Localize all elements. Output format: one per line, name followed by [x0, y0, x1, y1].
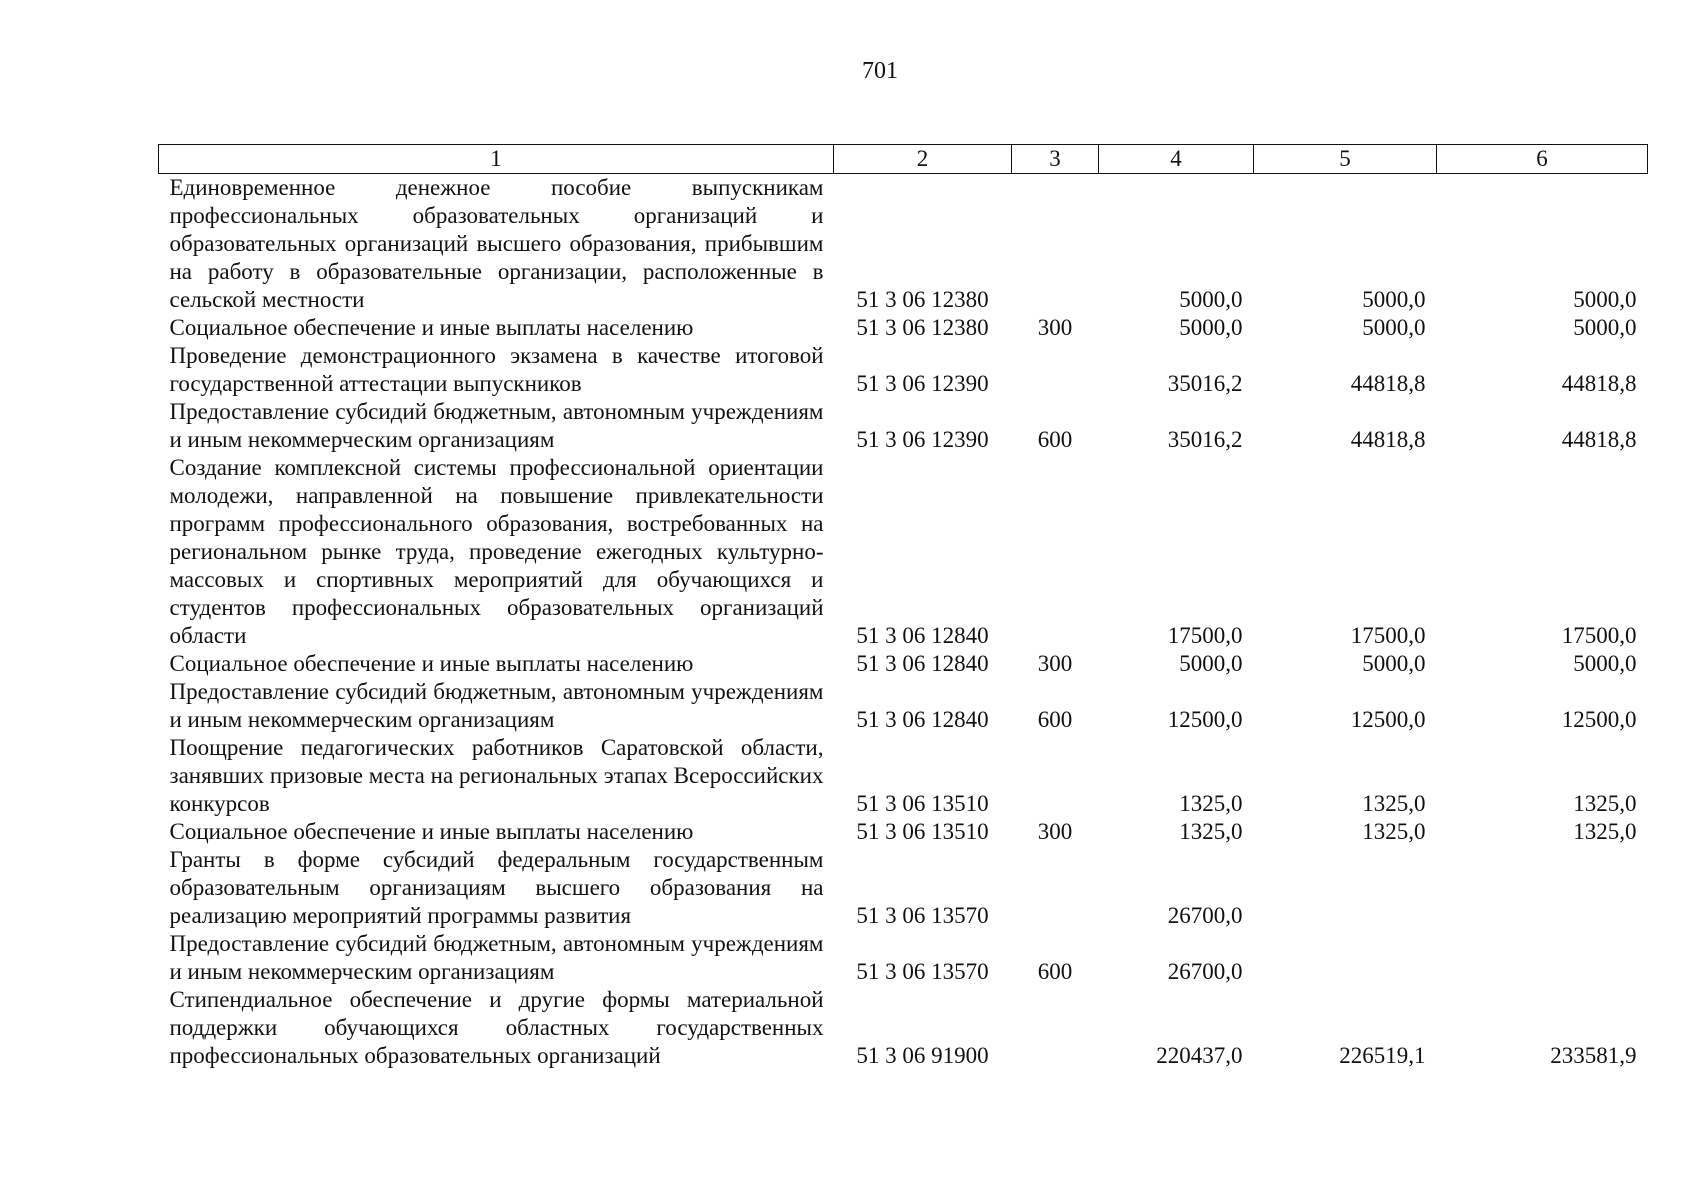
row-target-code: 51 3 06 12380: [856, 287, 989, 312]
table-row: [159, 174, 1648, 315]
row-value-col6: 5000,0: [1573, 651, 1637, 676]
row-value-col5: 5000,0: [1362, 287, 1426, 312]
column-header-3: 3: [1012, 145, 1099, 174]
row-description: Предоставление субсидий бюджетным, автономным учреждениям и иным некоммерческим организациям: [169, 931, 824, 984]
row-value-col5: 12500,0: [1350, 707, 1426, 732]
row-expense-type: [1012, 846, 1099, 930]
row-value-col6: 17500,0: [1561, 623, 1637, 648]
row-value-col6: 1325,0: [1573, 819, 1637, 844]
row-value-col5: 5000,0: [1362, 651, 1426, 676]
row-expense-type: 600: [1037, 959, 1073, 984]
table-row: [159, 846, 1648, 930]
row-value-col5: 1325,0: [1362, 791, 1426, 816]
row-target-code: 51 3 06 91900: [856, 1043, 989, 1068]
row-expense-type: [1012, 342, 1099, 398]
row-description: Стипендиальное обеспечение и другие формы материальной поддержки обучающихся областных государственных профессиональных образовательных организаций: [169, 987, 824, 1068]
table-row: [159, 818, 1648, 846]
row-value-col6: 5000,0: [1573, 315, 1637, 340]
column-header-4: 4: [1099, 145, 1254, 174]
row-value-col5: 44818,8: [1350, 427, 1426, 452]
row-value-col6: 5000,0: [1573, 287, 1637, 312]
row-value-col6: [1437, 846, 1648, 930]
row-value-col4: 1325,0: [1179, 819, 1243, 844]
row-target-code: 51 3 06 13510: [856, 791, 989, 816]
row-target-code: 51 3 06 12840: [856, 623, 989, 648]
row-value-col5: 1325,0: [1362, 819, 1426, 844]
row-description: Социальное обеспечение и иные выплаты населению: [169, 315, 694, 340]
row-value-col4: 5000,0: [1179, 315, 1243, 340]
row-description: Гранты в форме субсидий федеральным государственным образовательным организациям высшего образования на реализацию мероприятий программы развития: [169, 847, 824, 928]
table-row: [159, 342, 1648, 398]
row-value-col6: 233581,9: [1550, 1043, 1637, 1068]
row-value-col5: 44818,8: [1350, 371, 1426, 396]
row-value-col6: 1325,0: [1573, 791, 1637, 816]
row-value-col4: 35016,2: [1167, 371, 1243, 396]
row-expense-type: [1012, 174, 1099, 315]
row-description: Социальное обеспечение и иные выплаты населению: [169, 819, 694, 844]
table-header: [159, 145, 1648, 174]
table-row: [159, 314, 1648, 342]
row-value-col5: 17500,0: [1350, 623, 1426, 648]
row-value-col6: 44818,8: [1561, 427, 1637, 452]
table-row: [159, 734, 1648, 818]
row-target-code: 51 3 06 12380: [856, 315, 989, 340]
row-value-col4: 26700,0: [1167, 903, 1243, 928]
row-value-col4: 220437,0: [1156, 1043, 1243, 1068]
row-value-col4: 17500,0: [1167, 623, 1243, 648]
row-description: Предоставление субсидий бюджетным, автономным учреждениям и иным некоммерческим организациям: [169, 679, 824, 732]
row-value-col6: 44818,8: [1561, 371, 1637, 396]
table-row: [159, 986, 1648, 1070]
row-description: Проведение демонстрационного экзамена в качестве итоговой государственной аттестации выпускников: [169, 343, 824, 396]
table-row: [159, 454, 1648, 650]
row-expense-type: 300: [1037, 819, 1073, 844]
table-row: [159, 650, 1648, 678]
row-expense-type: [1012, 454, 1099, 650]
row-description: Социальное обеспечение и иные выплаты населению: [169, 651, 694, 676]
row-value-col6: [1437, 930, 1648, 986]
row-expense-type: [1012, 734, 1099, 818]
row-expense-type: 300: [1037, 651, 1073, 676]
row-expense-type: 600: [1037, 707, 1073, 732]
column-header-1: 1: [159, 145, 834, 174]
row-target-code: 51 3 06 13570: [856, 903, 989, 928]
row-target-code: 51 3 06 12840: [856, 651, 989, 676]
row-target-code: 51 3 06 12390: [856, 371, 989, 396]
row-target-code: 51 3 06 12840: [856, 707, 989, 732]
row-value-col5: [1254, 930, 1437, 986]
row-value-col4: 1325,0: [1179, 791, 1243, 816]
budget-table: [158, 144, 1648, 1070]
row-target-code: 51 3 06 12390: [856, 427, 989, 452]
table-row: [159, 398, 1648, 454]
row-description: Предоставление субсидий бюджетным, автономным учреждениям и иным некоммерческим организациям: [169, 399, 824, 452]
column-header-5: 5: [1254, 145, 1437, 174]
row-value-col5: 5000,0: [1362, 315, 1426, 340]
column-header-2: 2: [834, 145, 1012, 174]
row-value-col4: 5000,0: [1179, 651, 1243, 676]
column-header-6: 6: [1437, 145, 1648, 174]
row-description: Создание комплексной системы профессиональной ориентации молодежи, направленной на повышение привлекательности программ профессионального образования, востребованных на региональном рынке труда, проведение ежегодных культурно-массовых и спортивных мероприятий для обучающихся и студентов профессиональных образовательных организаций области: [169, 455, 824, 648]
table-row: [159, 930, 1648, 986]
row-expense-type: 300: [1037, 315, 1073, 340]
row-expense-type: [1012, 986, 1099, 1070]
row-value-col6: 12500,0: [1561, 707, 1637, 732]
table-row: [159, 678, 1648, 734]
table-body: [159, 174, 1648, 1071]
row-value-col4: 26700,0: [1167, 959, 1243, 984]
header-row: [159, 145, 1648, 174]
row-value-col4: 5000,0: [1179, 287, 1243, 312]
row-description: Поощрение педагогических работников Саратовской области, занявших призовые места на региональных этапах Всероссийских конкурсов: [169, 735, 824, 816]
row-target-code: 51 3 06 13510: [856, 819, 989, 844]
page-number: 701: [862, 58, 898, 84]
row-description: Единовременное денежное пособие выпускникам профессиональных образовательных организаций и образовательных организаций высшего образования, прибывшим на работу в образовательные организации, расположенные в сельской местности: [169, 175, 824, 312]
row-value-col4: 35016,2: [1167, 427, 1243, 452]
row-value-col5: 226519,1: [1339, 1043, 1426, 1068]
row-value-col4: 12500,0: [1167, 707, 1243, 732]
row-expense-type: 600: [1037, 427, 1073, 452]
row-value-col5: [1254, 846, 1437, 930]
row-target-code: 51 3 06 13570: [856, 959, 989, 984]
